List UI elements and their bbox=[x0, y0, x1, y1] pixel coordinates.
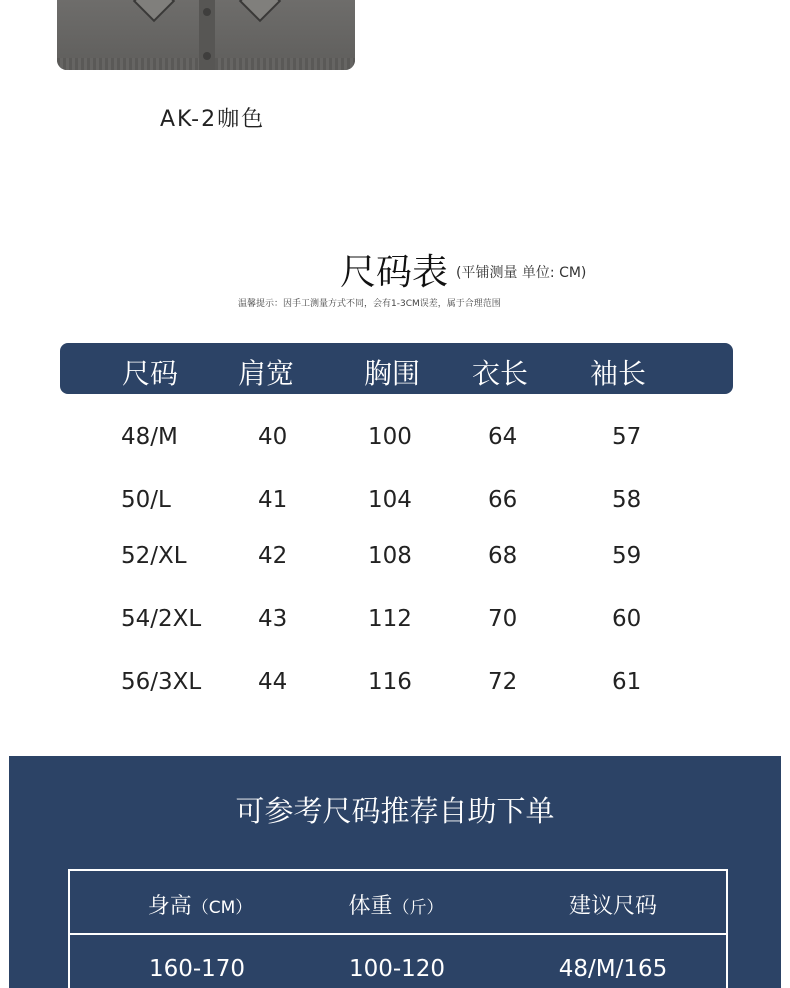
sweater-button bbox=[203, 8, 211, 16]
cell-shoulder: 40 bbox=[258, 424, 288, 450]
header-weight bbox=[348, 889, 443, 920]
cell-length: 68 bbox=[488, 543, 518, 569]
cell-chest: 100 bbox=[368, 424, 412, 450]
cell-size: 56/3XL bbox=[121, 669, 202, 695]
sweater-button bbox=[203, 52, 211, 60]
header-weight-unit: （斤） bbox=[392, 898, 444, 918]
size-guide-title: 可参考尺码推荐自助下单 bbox=[235, 794, 555, 828]
table-row bbox=[0, 424, 790, 458]
cell-length: 72 bbox=[488, 669, 518, 695]
table-divider bbox=[70, 933, 726, 935]
table-row bbox=[0, 669, 790, 703]
table-row bbox=[0, 487, 790, 521]
size-guide-panel bbox=[9, 756, 781, 988]
cell-shoulder: 43 bbox=[258, 606, 288, 632]
size-chart-header bbox=[60, 343, 733, 394]
cell-sleeve: 58 bbox=[612, 487, 642, 513]
header-length: 衣长 bbox=[472, 357, 529, 390]
cell-size: 54/2XL bbox=[121, 606, 202, 632]
cell-length: 70 bbox=[488, 606, 518, 632]
header-sleeve: 袖长 bbox=[590, 357, 647, 390]
header-chest: 胸围 bbox=[364, 357, 421, 390]
cell-sleeve: 61 bbox=[612, 669, 642, 695]
rib-hem bbox=[57, 58, 199, 70]
cell-chest: 108 bbox=[368, 543, 412, 569]
cell-weight: 100-120 bbox=[348, 956, 446, 982]
rib-hem bbox=[215, 58, 355, 70]
cell-length: 66 bbox=[488, 487, 518, 513]
header-recommended-size: 建议尺码 bbox=[568, 894, 658, 919]
header-height-unit: （CM） bbox=[191, 898, 253, 918]
header-size: 尺码 bbox=[122, 357, 179, 390]
argyle-diamond bbox=[133, 0, 175, 22]
cell-length: 64 bbox=[488, 424, 518, 450]
size-chart-note: (平铺测量 单位: CM) bbox=[456, 265, 587, 281]
size-guide-table bbox=[68, 869, 728, 988]
cell-recommended-size: 48/M/165 bbox=[558, 956, 668, 982]
size-chart-title: 尺码表 bbox=[340, 252, 449, 293]
cell-shoulder: 41 bbox=[258, 487, 288, 513]
header-height-label: 身高 bbox=[147, 894, 192, 919]
cell-shoulder: 42 bbox=[258, 543, 288, 569]
cell-size: 48/M bbox=[121, 424, 178, 450]
cell-height: 160-170 bbox=[148, 956, 246, 982]
header-shoulder: 肩宽 bbox=[238, 357, 295, 390]
cell-chest: 104 bbox=[368, 487, 412, 513]
table-row bbox=[0, 543, 790, 577]
cell-sleeve: 57 bbox=[612, 424, 642, 450]
cell-size: 52/XL bbox=[121, 543, 187, 569]
argyle-diamond bbox=[239, 0, 281, 22]
color-label: AK-2咖色 bbox=[160, 107, 266, 132]
cell-chest: 112 bbox=[368, 606, 412, 632]
cell-sleeve: 60 bbox=[612, 606, 642, 632]
cell-shoulder: 44 bbox=[258, 669, 288, 695]
header-weight-label: 体重 bbox=[348, 894, 393, 919]
cell-size: 50/L bbox=[121, 487, 171, 513]
product-image bbox=[57, 0, 355, 70]
cell-chest: 116 bbox=[368, 669, 412, 695]
header-height bbox=[148, 889, 253, 920]
table-row bbox=[0, 606, 790, 640]
size-chart-tip: 温馨提示：因手工测量方式不同，会有1-3CM误差，属于合理范围 bbox=[238, 299, 501, 309]
cell-sleeve: 59 bbox=[612, 543, 642, 569]
